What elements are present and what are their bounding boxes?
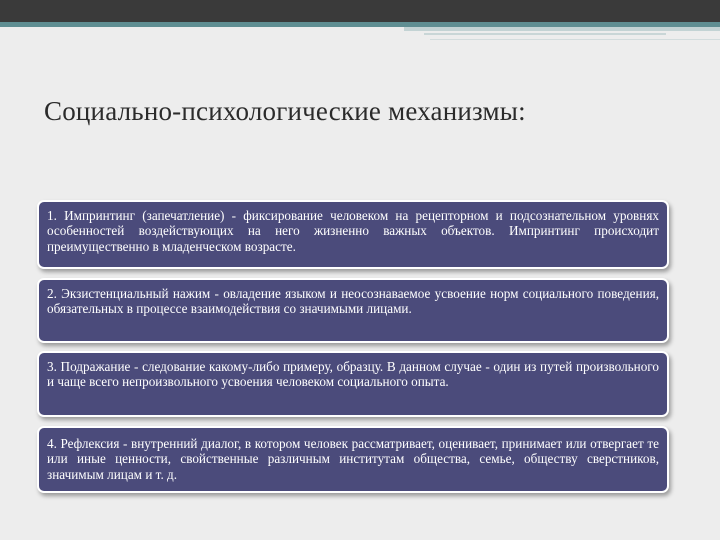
header-accent-line — [424, 33, 666, 35]
mechanism-text: 3. Подражание - следование какому-либо примеру, образцу. В данном случае - один из путей произвольного и чаще всего непроизвольного усвоения человеком социального опыта. — [47, 359, 659, 390]
header-bar — [0, 0, 720, 22]
mechanism-box-existential-pressure — [37, 278, 669, 343]
mechanism-text: 1. Импринтинг (запечатление) - фиксирование человеком на рецепторном и подсознательном уровнях особенностей воздействующих на него жизненно важных объектов. Импринтинг происходит преимущественно в младенческом возрасте. — [47, 208, 659, 254]
slide-title: Социально-психологические механизмы: — [44, 96, 526, 126]
header-accent-line-thin — [430, 39, 720, 40]
header-accent-light — [404, 27, 720, 31]
mechanism-box-reflection — [37, 426, 669, 493]
mechanism-box-imprinting — [37, 200, 669, 269]
mechanism-text: 2. Экзистенциальный нажим - овладение языком и неосознаваемое усвоение норм социального поведения, обязательных в процессе взаимодействия со значимыми лицами. — [47, 286, 659, 317]
mechanism-box-imitation — [37, 351, 669, 417]
mechanism-text: 4. Рефлексия - внутренний диалог, в котором человек рассматривает, оценивает, принимает или отвергает те или иные ценности, свойственные различным институтам общества, семье, обществу сверстников, значимым лицам и т. д. — [47, 436, 659, 482]
